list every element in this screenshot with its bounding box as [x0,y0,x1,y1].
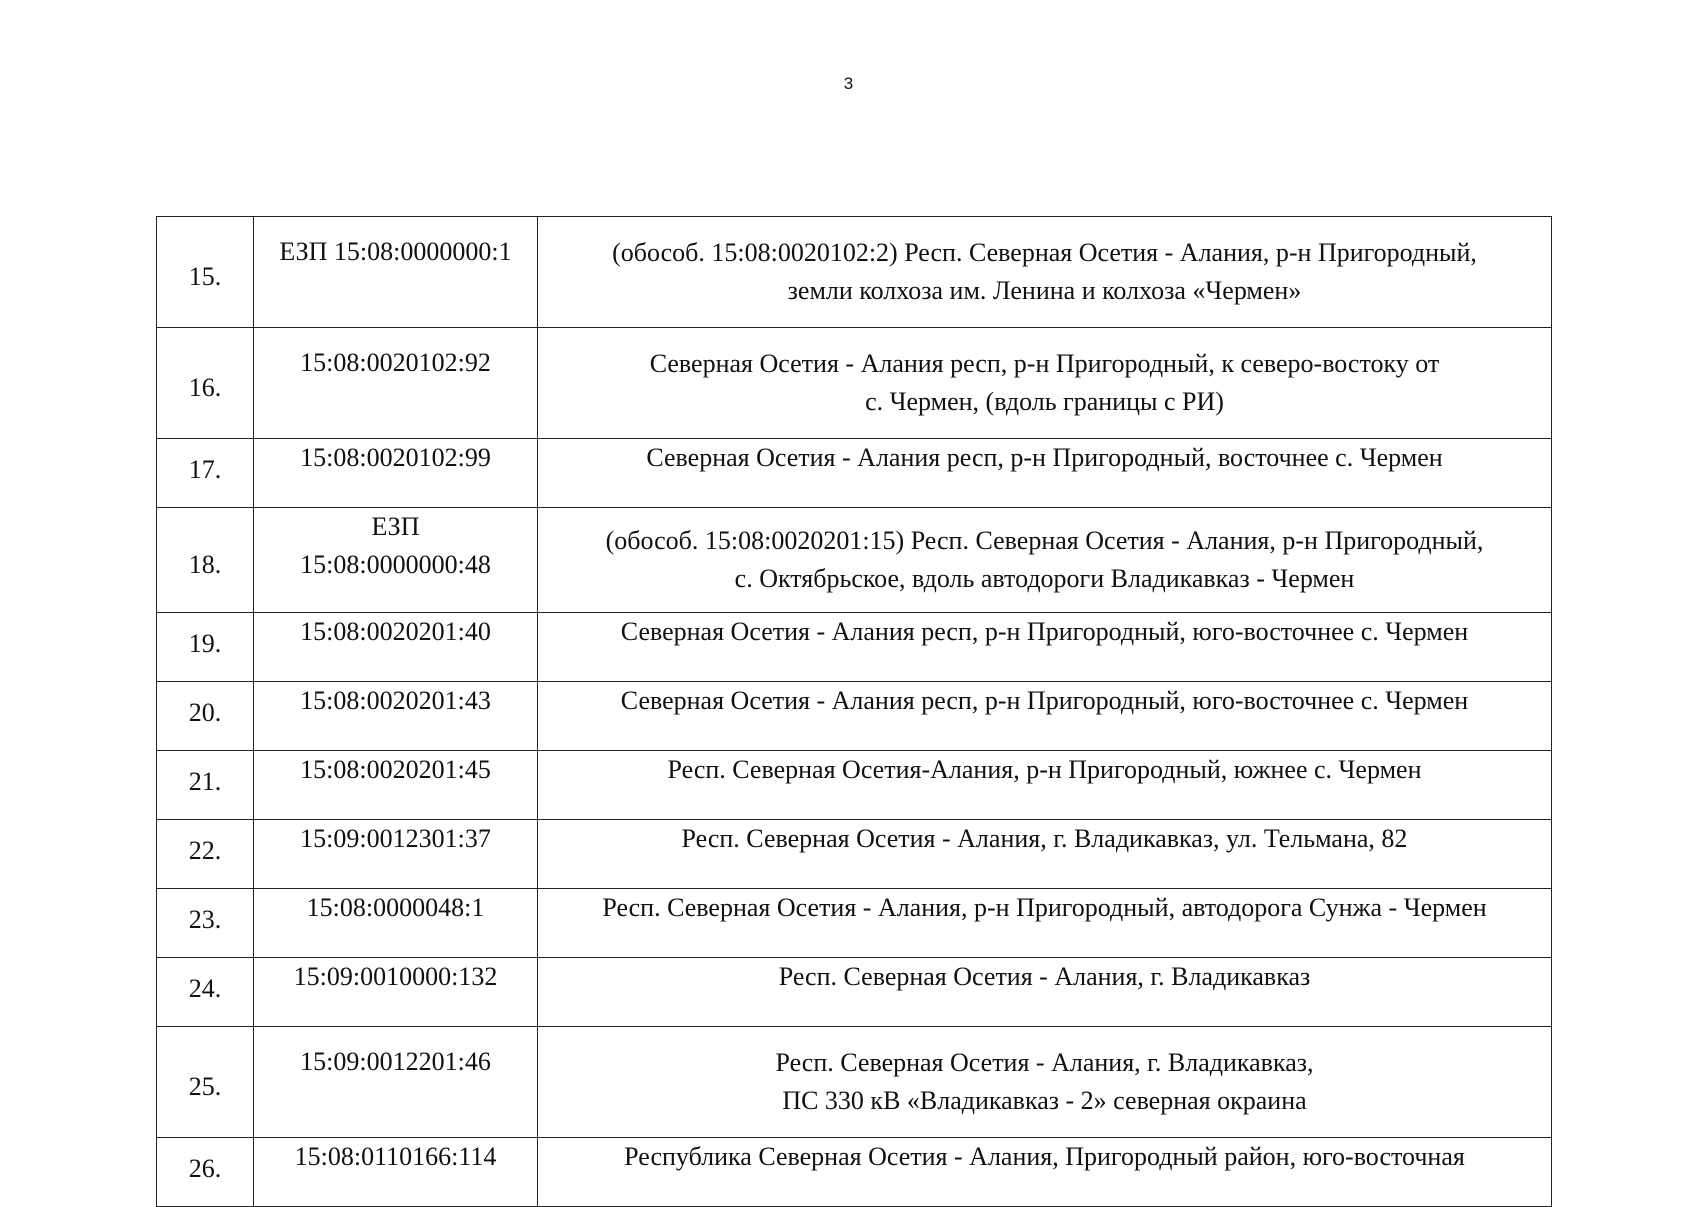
cadastral-number-cell [254,1138,538,1207]
address-line: земли колхоза им. Ленина и колхоза «Чермен» [787,276,1302,305]
cadastral-number-line: 15:08:0000000:48 [300,550,491,579]
cadastral-number-cell [254,328,538,439]
row-number-cell: 24. [157,958,254,1027]
address-cell [538,1027,1552,1138]
row-number-cell: 16. [157,328,254,439]
address-line: (обособ. 15:08:0020201:15) Респ. Северная Осетия - Алания, р-н Пригородный, [605,526,1484,555]
row-number-cell: 25. [157,1027,254,1138]
address-line: с. Чермен, (вдоль границы с РИ) [865,387,1224,416]
cadastral-number-line: ЕЗП [371,512,420,541]
table-row [157,682,1552,751]
address-cell [538,217,1552,328]
address-cell [538,613,1552,682]
table-row [157,958,1552,1027]
address-cell [538,889,1552,958]
cadastral-number-cell [254,682,538,751]
address-line: Северная Осетия - Алания респ, р-н Пригородный, юго-восточнее с. Чермен [620,617,1469,646]
cadastral-number-line: 15:09:0012201:46 [300,1047,491,1076]
address-cell [538,439,1552,508]
table-row [157,328,1552,439]
row-number-cell: 22. [157,820,254,889]
address-cell [538,682,1552,751]
cadastral-number-cell [254,889,538,958]
address-line: Респ. Северная Осетия-Алания, р-н Пригородный, южнее с. Чермен [667,755,1422,784]
address-cell [538,508,1552,613]
cadastral-number-cell [254,751,538,820]
row-number-cell: 20. [157,682,254,751]
address-line: Республика Северная Осетия - Алания, Пригородный район, юго-восточная [624,1142,1465,1171]
address-line: Респ. Северная Осетия - Алания, р-н Пригородный, автодорога Сунжа - Чермен [602,893,1487,922]
address-line: Респ. Северная Осетия - Алания, г. Владикавказ, [775,1048,1314,1077]
cadastral-number-cell [254,613,538,682]
cadastral-number-line: 15:08:0020102:99 [300,443,491,472]
table-row [157,613,1552,682]
cadastral-number-line: 15:08:0020102:92 [300,348,491,377]
cadastral-number-line: ЕЗП 15:08:0000000:1 [279,237,512,266]
address-line: (обособ. 15:08:0020102:2) Респ. Северная Осетия - Алания, р-н Пригородный, [612,238,1477,267]
address-cell [538,751,1552,820]
table-row [157,508,1552,613]
address-cell [538,958,1552,1027]
address-cell [538,1138,1552,1207]
address-line: Северная Осетия - Алания респ, р-н Пригородный, восточнее с. Чермен [646,443,1443,472]
cadastral-number-cell [254,508,538,613]
row-number-cell: 15. [157,217,254,328]
cadastral-number-cell [254,439,538,508]
row-number-cell: 21. [157,751,254,820]
cadastral-number-line: 15:08:0110166:114 [294,1142,497,1171]
address-cell [538,328,1552,439]
address-line: Респ. Северная Осетия - Алания, г. Владикавказ, ул. Тельмана, 82 [681,824,1408,853]
address-cell [538,820,1552,889]
parcel-table-body [157,217,1552,1207]
address-line: с. Октябрьское, вдоль автодороги Владикавказ - Чермен [734,564,1355,593]
table-row [157,820,1552,889]
table-row [157,751,1552,820]
cadastral-number-cell [254,958,538,1027]
cadastral-number-line: 15:08:0020201:45 [300,755,491,784]
row-number-cell: 18. [157,508,254,613]
row-number-cell: 26. [157,1138,254,1207]
parcel-table [156,216,1552,1207]
row-number-cell: 19. [157,613,254,682]
address-line: Северная Осетия - Алания респ, р-н Пригородный, к северо-востоку от [649,349,1440,378]
page-number: 3 [843,74,854,93]
table-row [157,217,1552,328]
cadastral-number-line: 15:09:0012301:37 [300,824,491,853]
row-number-cell: 17. [157,439,254,508]
address-line: Респ. Северная Осетия - Алания, г. Владикавказ [778,962,1311,991]
address-line: Северная Осетия - Алания респ, р-н Пригородный, юго-восточнее с. Чермен [620,686,1469,715]
cadastral-number-cell [254,1027,538,1138]
cadastral-number-line: 15:08:0020201:43 [300,686,491,715]
table-row [157,889,1552,958]
table-row [157,439,1552,508]
cadastral-number-line: 15:08:0020201:40 [300,617,491,646]
address-line: ПС 330 кВ «Владикавказ - 2» северная окраина [782,1086,1307,1115]
cadastral-number-cell [254,217,538,328]
table-row [157,1138,1552,1207]
table-row [157,1027,1552,1138]
cadastral-number-cell [254,820,538,889]
cadastral-number-line: 15:08:0000048:1 [306,893,485,922]
row-number-cell: 23. [157,889,254,958]
cadastral-number-line: 15:09:0010000:132 [293,962,498,991]
